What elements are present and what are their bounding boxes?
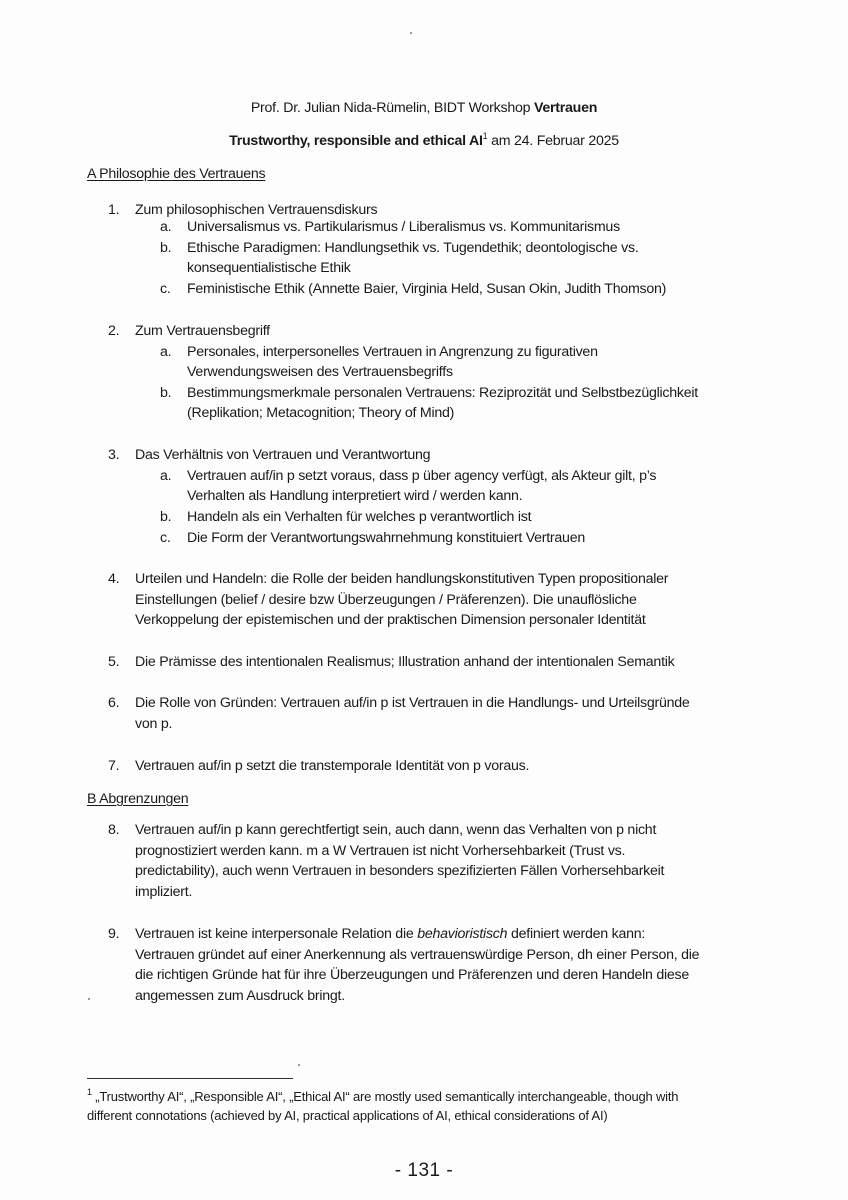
subitem-letter: a.: [160, 468, 172, 484]
subitem-text: Ethische Paradigmen: Handlungsethik vs. Tugendethik; deontologische vs.: [187, 240, 639, 256]
item-text: prognostiziert werden kann. m a W Vertrauen ist nicht Vorhersehbarkeit (Trust vs.: [135, 843, 626, 859]
page-number: - 131 -: [394, 1160, 454, 1181]
item-number: 6.: [108, 695, 120, 711]
item-number: 4.: [108, 571, 120, 587]
subitem-text: (Replikation; Metacognition; Theory of Mind): [187, 405, 455, 421]
scan-speck: [410, 32, 412, 34]
header-workshop-topic: Vertrauen: [533, 100, 598, 116]
subitem-letter: a.: [160, 219, 172, 235]
subitem-letter: c.: [160, 281, 171, 297]
subitem-letter: b.: [160, 385, 172, 401]
section-heading-b: B Abgrenzungen: [87, 791, 189, 807]
item-text-emphasis: behavioristisch: [417, 926, 508, 942]
item-text: impliziert.: [135, 884, 193, 900]
header-title: Trustworthy, responsible and ethical AI: [229, 133, 483, 149]
subitem-text: Handeln als ein Verhalten für welches p verantwortlich ist: [187, 509, 532, 525]
subitem-text: Feministische Ethik (Annette Baier, Virginia Held, Susan Okin, Judith Thomson): [187, 281, 667, 297]
subitem-text: Personales, interpersonelles Vertrauen in Angrenzung zu figurativen: [187, 344, 598, 360]
footnote-line-1: [87, 1087, 678, 1107]
item-number: 1.: [108, 202, 120, 218]
item-text: die richtigen Gründe hat für ihre Überzeugungen und Präferenzen und deren Handeln diese: [135, 967, 690, 983]
subitem-letter: b.: [160, 509, 172, 525]
item-text: predictability), auch wenn Vertrauen in besonders spezifizierten Fällen Vorhersehbarkeit: [135, 863, 665, 879]
header-line-2: [0, 131, 848, 152]
item-text: Einstellungen (belief / desire bzw Überzeugungen / Präferenzen). Die unauflösliche: [135, 592, 637, 608]
item-text: Die Prämisse des intentionalen Realismus; Illustration anhand der intentionalen Semantik: [135, 654, 675, 670]
item-number: 3.: [108, 447, 120, 463]
item-text: Zum Vertrauensbegriff: [135, 323, 270, 339]
scan-speck: [88, 998, 90, 1000]
item-text: Die Rolle von Gründen: Vertrauen auf/in p ist Vertrauen in die Handlungs- und Urteilsgründe: [135, 695, 690, 711]
item-text: Urteilen und Handeln: die Rolle der beiden handlungskonstitutiven Typen propositionaler: [135, 571, 669, 587]
footnote-reference[interactable]: 1: [482, 131, 488, 141]
subitem-text: Bestimmungsmerkmale personalen Vertrauens: Reziprozität und Selbstbezüglichkeit: [187, 385, 698, 401]
item-text: Vertrauen gründet auf einer Anerkennung als vertrauenswürdige Person, dh einer Person, die: [135, 947, 700, 963]
item-text: Verkoppelung der epistemischen und der praktischen Dimension personaler Identität: [135, 612, 646, 628]
subitem-text: Universalismus vs. Partikularismus / Liberalismus vs. Kommunitarismus: [187, 219, 620, 235]
item-text: von p.: [135, 716, 173, 732]
item-text: angemessen zum Ausdruck bringt.: [135, 988, 345, 1004]
footnote-separator: [87, 1078, 293, 1079]
item-text: Vertrauen auf/in p setzt die transtemporale Identität von p voraus.: [135, 758, 530, 774]
subitem-text: Verwendungsweisen des Vertrauensbegriffs: [187, 364, 453, 380]
subitem-letter: b.: [160, 240, 172, 256]
subitem-text: Die Form der Verantwortungswahrnehmung konstituiert Vertrauen: [187, 530, 585, 546]
item-text: Vertrauen auf/in p kann gerechtfertigt sein, auch dann, wenn das Verhalten von p nicht: [135, 822, 657, 838]
item-text-part: definiert werden kann:: [507, 926, 646, 942]
header-date: am 24. Februar 2025: [487, 133, 619, 149]
subitem-text: Vertrauen auf/in p setzt voraus, dass p über agency verfügt, als Akteur gilt, p’s: [187, 468, 657, 484]
subitem-text: Verhalten als Handlung interpretiert wird / werden kann.: [187, 488, 523, 504]
subitem-text: konsequentialistische Ethik: [187, 260, 351, 276]
item-text: Das Verhältnis von Vertrauen und Verantwortung: [135, 447, 431, 463]
footnote-marker: 1: [87, 1087, 92, 1097]
item-text-part: Vertrauen ist keine interpersonale Relation die: [135, 926, 418, 942]
item-number: 8.: [108, 822, 120, 838]
item-number: 5.: [108, 654, 120, 670]
footnote-text: „Trustworthy AI“, „Responsible AI“, „Ethical AI“ are mostly used semantically interchangeable, though with: [91, 1089, 679, 1104]
footnote-line-2: different connotations (achieved by AI, practical applications of AI, ethical considerations of AI): [87, 1108, 608, 1123]
item-number: 7.: [108, 758, 120, 774]
item-number: 9.: [108, 926, 120, 942]
subitem-letter: c.: [160, 530, 171, 546]
item-number: 2.: [108, 323, 120, 339]
header-author-workshop: Prof. Dr. Julian Nida-Rümelin, BIDT Workshop: [250, 100, 534, 116]
item-text: Zum philosophischen Vertrauensdiskurs: [135, 202, 378, 218]
subitem-letter: a.: [160, 344, 172, 360]
scan-speck: [298, 1064, 300, 1066]
header-line-1: [0, 98, 848, 119]
section-heading-a: A Philosophie des Vertrauens: [87, 166, 266, 182]
item-text: [135, 924, 645, 945]
